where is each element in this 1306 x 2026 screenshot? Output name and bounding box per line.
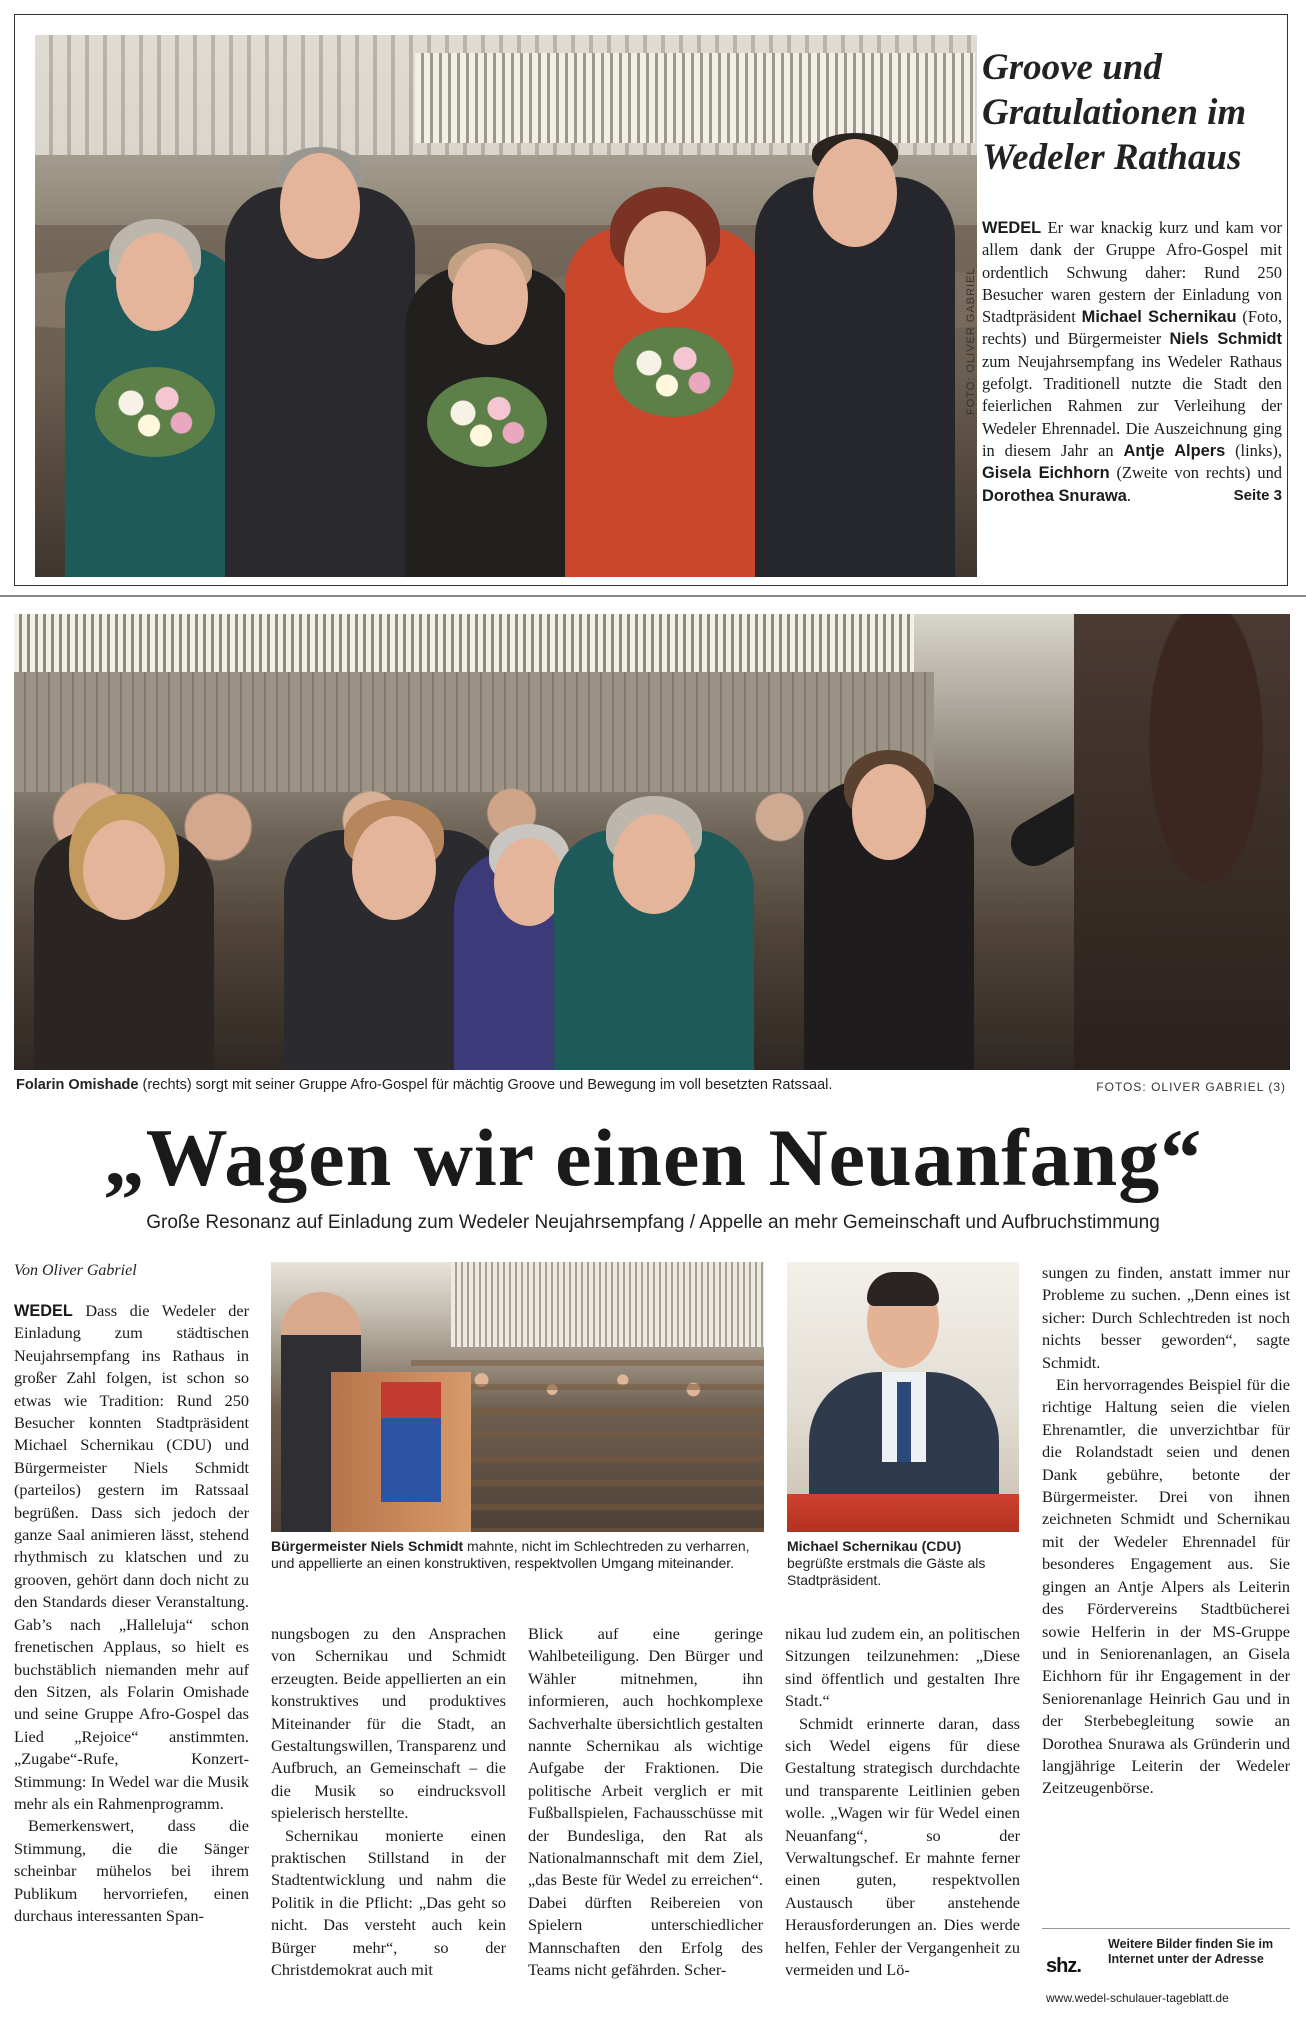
teaser-text: WEDEL Er war knackig kurz und kam vor allem dank der Gruppe Afro-Gospel mit ordentlich Schwung daher: Rund 250 Besucher waren gestern der Einladung von Stadtpräsident Michael Schernikau (Foto, rechts) und Bürgermeister Niels Schmidt zum Neujahrsempfang ins Wedeler Rathaus gefolgt. Traditionell nutzte die Stadt den feierlichen Rahmen zur Verleihung der Wedeler Ehrennadel. Die Auszeichnung ging in diesem Jahr an Antje Alpers (links), Gisela Eichhorn (Zweite von rechts) und Dorothea Snurawa. Seite 3 [982, 217, 1282, 507]
name-antje-alpers: Antje Alpers [1123, 441, 1226, 460]
teaser-photo-credit: FOTO: OLIVER GABRIEL [965, 267, 977, 415]
promo-text: Weitere Bilder finden Sie im Internet unter der Adresse [1108, 1937, 1274, 1966]
article-column-1: WEDEL Dass die Wedeler der Einladung zum städtischen Neujahrsempfang ins Rathaus in großer Zahl folgen, ist schon so etwas wie Tradition: Rund 250 Besucher konnten Stadtpräsident Michael Schernikau (CDU) und Bürgermeister Niels Schmidt (parteilos) gestern im Ratssaal begrüßen. Dass sich jedoch der ganze Saal animieren lässt, stehend rhythmisch zu klatschen und zu grooven, gehört dann doch nicht zu den Standards dieser Veranstaltung. Gab’s nach „Halleluja“ schon frenetischen Applaus, so hielt es buchstäblich niemanden mehr auf den Sitzen, als Folarin Omishade und seine Gruppe Afro-Gospel das Lied „Rejoice“ anstimmten. „Zugabe“-Rufe, Konzert-Stimmung: In Wedel war die Musik mehr als ein Rahmenprogramm. Bemerkenswert, dass die Stimmung, die die Sänger scheinbar mühelos bei ihrem Publikum hervorriefen, einen durchaus interessanten Span- [14, 1301, 249, 1925]
online-gallery-promo [1042, 1928, 1290, 2014]
name-michael-schernikau: Michael Schernikau [1081, 308, 1237, 327]
page-reference-link[interactable]: Seite 3 [1233, 486, 1282, 504]
photo-michael-schernikau-caption: Michael Schernikau (CDU) begrüßte erstmals die Gäste als Stadtpräsident. [787, 1538, 986, 1588]
figure-gisela-eichhorn [565, 227, 765, 577]
main-photo-credit: FOTOS: OLIVER GABRIEL (3) [1096, 1080, 1286, 1094]
article-subline: Große Resonanz auf Einladung zum Wedeler Neujahrsempfang / Appelle an mehr Gemeinschaft und Aufbruchstimmung [146, 1212, 1160, 1233]
figure-antje-alpers [65, 247, 245, 577]
figure-niels-schmidt [225, 187, 415, 577]
audience-woman-dark [804, 780, 974, 1070]
audience-woman-left [34, 830, 214, 1070]
photo-michael-schernikau [787, 1262, 1019, 1532]
teaser-box [14, 14, 1288, 586]
article-dateline: WEDEL [14, 1302, 73, 1320]
article-column-4: nikau lud zudem ein, an politischen Sitzungen teilzunehmen: „Diese sind öffentlich und gestalten Ihre Stadt.“ Schmidt erinnerte daran, dass sich Wedel eigens für diese Gestaltung strategisch durchdachte und transparente Leitlinien geben wolle. „Wagen wir für Wedel einen Neuanfang“, so der Verwaltungschef. Er mahnte ferner einen guten, respektvollen Austausch über anstehende Herausforderungen an. Dies werde helfen, Fehler der Vergangenheit zu vermeiden und Lö- [785, 1624, 1020, 1980]
photo-niels-schmidt-caption: Bürgermeister Niels Schmidt mahnte, nicht im Schlechtreden zu verharren, und appellierte an einen konstruktiven, respektvollen Umgang miteinander. [271, 1538, 750, 1571]
teaser-dateline: WEDEL [982, 219, 1042, 237]
article-byline: Von Oliver Gabriel [14, 1262, 137, 1279]
figure-dorothea-snurawa [405, 267, 575, 577]
section-divider [0, 595, 1306, 597]
name-niels-schmidt: Niels Schmidt [1169, 330, 1283, 349]
name-dorothea-snurawa: Dorothea Snurawa [982, 486, 1127, 505]
promo-url-link[interactable]: www.wedel-schulauer-tageblatt.de [1046, 1991, 1229, 2005]
shz-logo: shz. [1046, 1955, 1081, 1977]
singer-folarin-omishade [1074, 614, 1290, 1070]
photo-niels-schmidt-speech [271, 1262, 764, 1532]
article-column-5: sungen zu finden, anstatt immer nur Probleme zu suchen. „Denn eines ist sicher: Durch Schlechtreden ist noch nichts besser geworden“, sagte Schmidt. Ein hervorragendes Beispiel für die richtige Haltung seien die vielen Ehrenamtler, die unverzichtbar für die Rolandstadt seien und denen Dank gebühre, betonte der Bürgermeister. Drei von ihnen zeichneten Schmidt und Schernikau mit der Wedeler Ehrennadel für besonderes Engagement aus. Sie gingen an Antje Alpers als Leiterin des Fördervereins Stadtbücherei sowie Helferin in der MS-Gruppe und in Seniorenanlagen, an Gisela Eichhorn für ihr Engagement in der Seniorenanlage Heinrich Gau und in der Sterbebegleitung sowie an Dorothea Snurawa als Gründerin und langjährige Leiterin der Wedeler Zeitzeugenbörse. [1042, 1263, 1290, 1798]
article-column-2: nungsbogen zu den Ansprachen von Schernikau und Schmidt erzeugten. Beide appellierten an ein konstruktives und produktives Miteinander für die Stadt, an Gestaltungswillen, Transparenz und Aufbruch, an Gemeinschaft – die die Musik so eindrucksvoll spielerisch herstellte. Schernikau monierte einen praktischen Stillstand in der Stadtentwicklung und nahm die Politik in die Pflicht: „Das geht so nicht. Das versteht auch kein Bürger mehr“, so der Christdemokrat auch mit [271, 1624, 506, 1980]
article-column-3: Blick auf eine geringe Wahlbeteiligung. Den Bürger und Wähler mitnehmen, ihn informieren, auch hochkomplexe Sachverhalte übersichtlich gestalten nannte Schernikau als wichtige Aufgabe der Fraktionen. Die politische Arbeit verglich er mit Fußballspielen, Fachausschüsse mit der Bundesliga, den Rat als Nationalmannschaft mit dem Ziel, „das Beste für Wedel zu erreichen“. Dabei dürften Reibereien von Spielern unterschiedlicher Mannschaften den Erfolg des Teams nicht gefährden. Scher- [528, 1624, 763, 1980]
main-photo-caption: Folarin Omishade (rechts) sorgt mit seiner Gruppe Afro-Gospel für mächtig Groove und Bewegung im voll besetzten Ratssaal. [16, 1077, 833, 1093]
main-photo-gospel-audience [14, 614, 1290, 1070]
article-headline: „Wagen wir einen Neuanfang“ [103, 1112, 1203, 1203]
name-gisela-eichhorn: Gisela Eichhorn [982, 464, 1110, 483]
audience-woman-teal [554, 830, 754, 1070]
teaser-photo-honorees [35, 35, 977, 577]
teaser-title: Groove und Gratulationen im Wedeler Rathaus [982, 47, 1247, 178]
figure-michael-schernikau [755, 177, 955, 577]
